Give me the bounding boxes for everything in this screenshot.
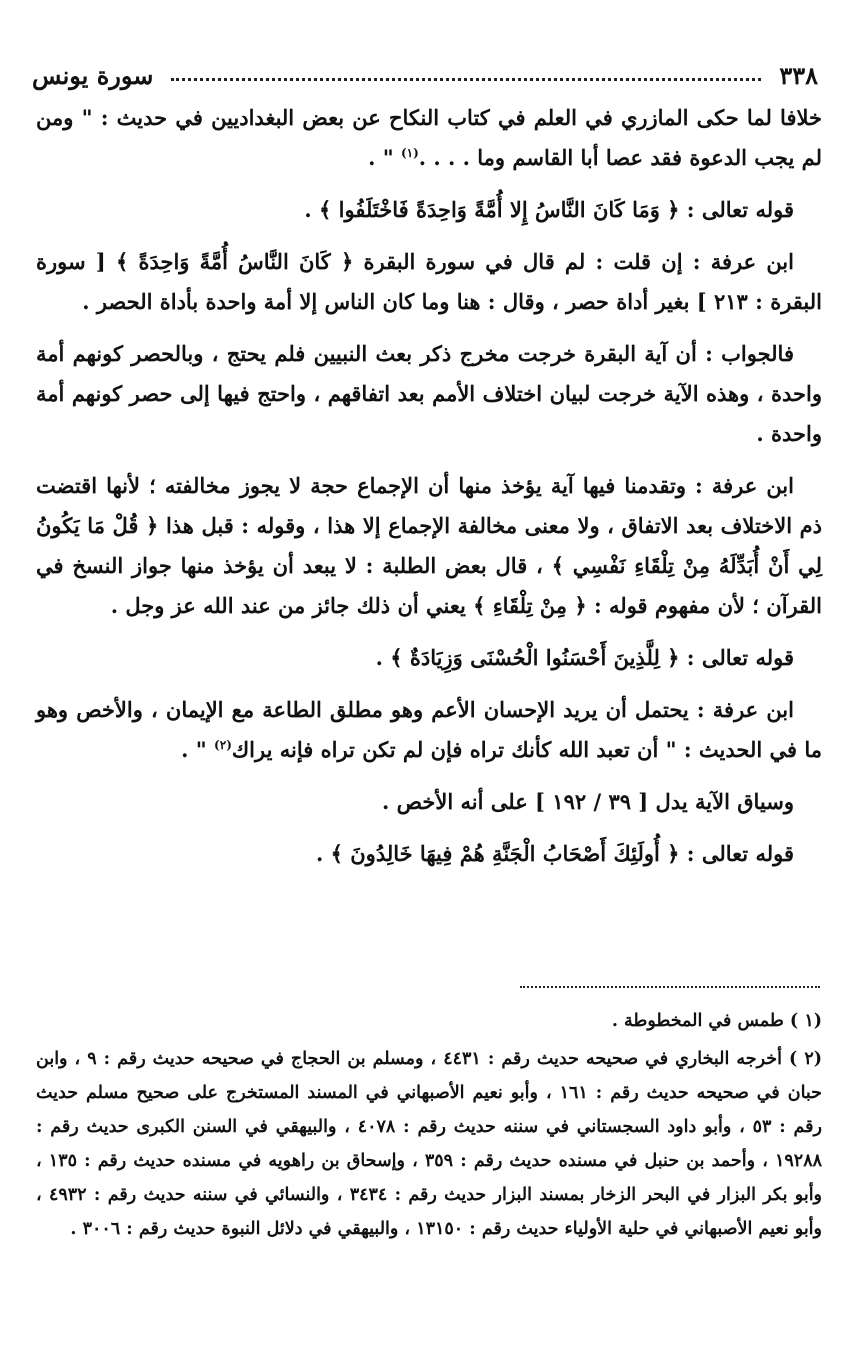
quran-verse: ﴿ لِلَّذِينَ أَحْسَنُوا الْحُسْنَى وَزِيَادَةٌ ﴾	[390, 645, 680, 670]
verse-intro: قوله تعالى :	[679, 197, 794, 222]
paragraph-5	[36, 466, 822, 626]
paragraph-4-text: فالجواب : أن آية البقرة خرجت مخرج ذكر بعث النبيين فلم يحتج ، وبالحصر كونهم أمة واحدة ، وهذه الآية خرجت لبيان اختلاف الأمم بعد اتفاقهم ، واحتج فيها إلى حصر كونهم أمة واحدة .	[36, 341, 822, 446]
quran-verse: ﴿ قُلْ مَا يَكُونُ لِي أَنْ أُبَدِّلَهُ مِنْ تِلْقَاءِ نَفْسِي ﴾	[36, 513, 822, 578]
footnote-2: (٢ ) أخرجه البخاري في صحيحه حديث رقم : ٤٤٣١ ، ومسلم بن الحجاج في صحيحه حديث رقم : ٩ ، وابن حبان في صحيحه حديث رقم : ١٦١ ، وأبو نعيم الأصبهاني في المسند المستخرج على صحيح مسلم حديث رقم : ٥٣ ، وأبو داود السجستاني في سننه حديث رقم : ٤٠٧٨ ، والبيهقي في السنن الكبرى حديث رقم : ١٩٢٨٨ ، وأحمد بن حنبل في مسنده حديث رقم : ٣٥٩ ، وإسحاق بن راهويه في مسنده حديث رقم : ١٣٥ ، وأبو بكر البزار في البحر الزخار بمسند البزار حديث رقم : ٣٤٣٤ ، والنسائي في سننه حديث رقم : ٤٩٣٢ ، وأبو نعيم الأصبهاني في حلية الأولياء حديث رقم : ١٣١٥٠ ، والبيهقي في دلائل النبوة حديث رقم : ٣٠٠٦ .	[36, 1049, 823, 1239]
paragraph-3	[36, 242, 822, 322]
paragraph-5-text-a: ابن عرفة : وتقدمنا فيها آية يؤخذ منها أن الإجماع حجة لا يجوز مخالفته ؛ لأنها اقتضت ذم الاختلاف بعد الاتفاق ، ولا معنى مخالفة الإجماع إلا هذا ، وقوله : قبل هذا	[36, 473, 823, 538]
main-text	[36, 98, 822, 886]
paragraph-1-end: " .	[368, 145, 401, 170]
paragraph-7	[36, 690, 822, 770]
footnote-separator	[520, 986, 820, 988]
surah-title: سورة يونس	[32, 60, 154, 90]
quran-verse: ﴿ مِنْ تِلْقَاءِ ﴾	[473, 593, 587, 618]
header-dotted-rule	[171, 78, 761, 81]
paragraph-4	[36, 334, 822, 454]
paragraph-1-text: خلافا لما حكى المازري في العلم في كتاب النكاح عن بعض البغداديين في حديث : " ومن لم يجب الدعوة فقد عصا أبا القاسم وما . . . .	[36, 105, 822, 170]
page-number: ٣٣٨	[779, 60, 818, 90]
footnote-ref-1[interactable]: (١)	[400, 146, 419, 160]
verse-intro: قوله تعالى :	[679, 841, 794, 866]
paragraph-3-text-a: ابن عرفة : إن قلت : لم قال في سورة البقرة	[353, 249, 794, 274]
paragraph-5-text-b: ، قال بعض الطلبة : لا يبعد أن يؤخذ منها جواز النسخ في القرآن ؛ لأن مفهوم قوله :	[36, 553, 822, 618]
quran-verse: ﴿ وَمَا كَانَ النَّاسُ إِلا أُمَّةً وَاحِدَةً فَاخْتَلَفُوا ﴾	[319, 197, 680, 222]
paragraph-8-text: وسياق الآية يدل [ ٣٩ / ١٩٢ ] على أنه الأخص .	[382, 789, 794, 814]
paragraph-8	[36, 782, 822, 822]
paragraph-7-end: " .	[181, 737, 215, 762]
paragraph-5-text-c: يعني أن ذلك جائز من عند الله عز وجل .	[110, 593, 474, 618]
footnotes	[36, 1004, 822, 1250]
paragraph-2	[36, 190, 822, 230]
paragraph-9	[36, 834, 822, 874]
verse-intro: قوله تعالى :	[679, 645, 794, 670]
verse-end: .	[316, 841, 331, 866]
paragraph-7-text: ابن عرفة : يحتمل أن يريد الإحسان الأعم وهو مطلق الطاعة مع الإيمان ، والأخص وهو ما في الحديث : " أن تعبد الله كأنك تراه فإن لم تكن تراه فإنه يراك	[36, 697, 822, 762]
page-header	[32, 58, 818, 92]
verse-end: .	[304, 197, 320, 222]
paragraph-6	[36, 638, 822, 678]
footnote-1: (١ ) طمس في المخطوطة .	[611, 1011, 822, 1031]
paragraph-1	[36, 98, 822, 178]
quran-verse: ﴿ كَانَ النَّاسُ أُمَّةً وَاحِدَةً ﴾	[115, 249, 354, 274]
quran-verse: ﴿ أُولَئِكَ أَصْحَابُ الْجَنَّةِ هُمْ فِيهَا خَالِدُونَ ﴾	[330, 841, 680, 866]
verse-end: .	[375, 645, 391, 670]
footnote-ref-2[interactable]: (٢)	[214, 738, 232, 752]
paragraph-3-text-b: [ سورة البقرة : ٢١٣ ] بغير أداة حصر ، وقال : هنا وما كان الناس إلا أمة واحدة بأداة الحصر .	[36, 249, 822, 314]
